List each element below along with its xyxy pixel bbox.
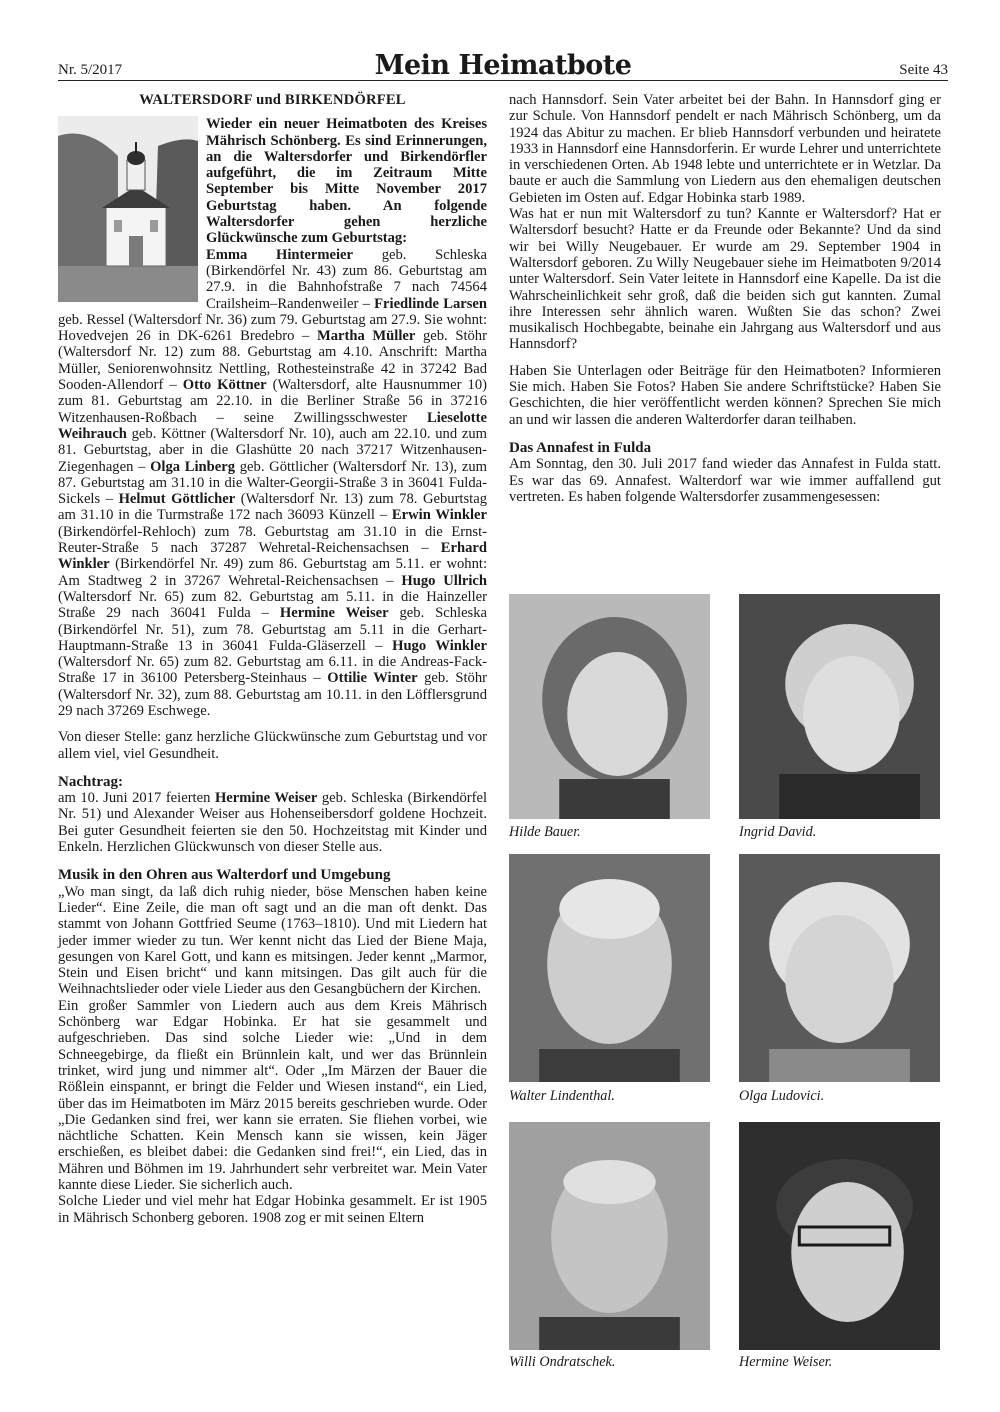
musik-paragraph-1: „Wo man singt, da laß dich ruhig nieder, böse Menschen haben keine Lieder“. Eine Zeile, die man oft sagt und an die man oft denkt. Das stammt von Johann Gottfried Seume (1763–1810). Und mit Liedern hat jeder immer wieder zu tun. Wer kennt nicht das Lied der Biene Maja, gesungen von Karel Gott, und kann es mitsingen. Jeder kennt „Marmor, Stein und Eisen bricht“ und kann mitsingen. Das gilt auch für die Weihnachtslieder oder viele Lieder aus den Gesangbüchern der Kirchen.	[58, 883, 487, 998]
annafest-paragraph: Am Sonntag, den 30. Juli 2017 fand wieder das Annafest in Fulda statt. Es war das 69. Annafest. Walterdorf war wie immer auffallend gut vertreten. Es haben folgende Waltersdorfer zusammengesessen:	[509, 456, 941, 505]
portrait-photo	[739, 594, 940, 819]
neugebauer-paragraph: Was hat er nun mit Waltersdorf zu tun? Kannte er Waltersdorf? Hat er Waltersdorf besucht? Hatte er da Freunde oder Bekannte? Und da sind wir bei Willy Neugebauer. Er wurde am 29. September 1904 in Waltersdorf geboren. Zu Willy Neugebauer siehe im Heimatboten 9/2014 unter Waltersdorf. Sein Vater leitete in Hannsdorf eine Kapelle. Da ist die Wahrscheinlichkeit sehr groß, daß die beiden sich gut kannten. Zumal ihre Interessen sehr ähnlich waren. Wußten Sie das schon? Zwei musikalisch Hochbegabte, beinahe ein Jahrgang aus Waltersdorf und aus Hannsdorf?	[509, 206, 941, 353]
article-title: WALTERSDORF und BIRKENDÖRFEL	[139, 92, 406, 108]
bd-name: Martha Müller	[316, 328, 416, 345]
bd-name: Hugo Winkler	[392, 637, 487, 654]
photo-grid	[509, 594, 941, 1384]
hobinka-paragraph: nach Hannsdorf. Sein Vater arbeitet bei der Bahn. In Hannsdorf ging er zur Schule. Von Hannsdorf pendelt er nach Mährisch Schönberg, um da 1924 das Abitur zu machen. Er blieb Hannsdorf verbunden und heiratete 1933 in Hannsdorf eine Hannsdorferin. Er wurde Lehrer und unterrichtete in verschiedenen Orten. Ab 1948 lebte und unterrichtete er in Wetzlar. Da baute er auch die Sammlung von Liedern aus den ehemaligen deutschen Gebieten im Osten auf. Edgar Hobinka starb 1989.	[509, 92, 941, 206]
greeting-paragraph: Von dieser Stelle: ganz herzliche Glückwünsche zum Geburtstag und vor allem viel, viel Gesundheit.	[58, 729, 487, 762]
bd-name: Erhard Winkler	[58, 540, 487, 573]
church-photo	[58, 116, 198, 302]
photo-caption: Hermine Weiser.	[739, 1354, 833, 1370]
bd-name: Hermine Weiser	[279, 605, 389, 622]
right-column	[509, 92, 941, 505]
photo-caption: Hilde Bauer.	[509, 824, 581, 840]
portrait-image	[739, 594, 940, 819]
portrait-photo	[509, 854, 710, 1082]
masthead-logo: Mein Heimatbote	[374, 50, 632, 81]
intro-paragraph: Wieder ein neuer Heimatboten des Kreises Mährisch Schönberg. Es sind Erinnerungen, an die Waltersdorfer und Birkendörfler aufgeführt, die im Zeitraum Mitte September bis Mitte November 2017 Geburtstag haben. An folgende Waltersdorfer gehen herzliche Glückwünsche zum Geburtstag:	[206, 116, 487, 247]
bd-name: Hugo Ullrich	[401, 572, 487, 589]
portrait-photo	[739, 1122, 940, 1350]
portrait-image	[739, 854, 940, 1082]
bd-name: Helmut Göttlicher	[118, 491, 236, 508]
left-column	[58, 92, 487, 1226]
photo-caption: Ingrid David.	[739, 824, 817, 840]
musik-paragraph-2: Ein großer Sammler von Liedern auch aus dem Kreis Mährisch Schönberg war Edgar Hobinka. Er hat sie gesammelt und aufgeschrieben. Das sind solche Lieder wie: „Und in dem Schneegebirge, da fließt ein Brünnlein kalt, und wer das Brünnlein trinket, wird jung und nimmer alt“. Oder „Im Märzen der Bauer die Rößlein einspannt, er bringt die Felder und Wiesen instand“, ein Lied, über das im Heimatboten im März 2015 bereits geschrieben wurde. Oder „Die Gedanken sind frei, wer kann sie erraten. Sie fliehen vorbei, wie nächtliche Schatten. Kein Mensch kann sie wissen, kein Jäger erschießen, es bleibet dabei: die Gedanken sind frei!“, ein Lied, das in Mähren und Böhmen im 19. Jahrhundert sehr verbreitet war. Mein Vater kannte diese Lieder. Sie sicherlich auch.	[58, 997, 487, 1193]
portrait-photo	[509, 594, 710, 819]
annafest-heading: Das Annafest in Fulda	[509, 439, 652, 456]
photo-caption: Willi Ondratschek.	[509, 1354, 616, 1370]
church-image	[58, 116, 198, 302]
musik-paragraph-3: Solche Lieder und viel mehr hat Edgar Hobinka gesammelt. Er ist 1905 in Mährisch Schonberg geboren. 1908 zog er mit seinen Eltern	[58, 1193, 487, 1226]
nachtrag-paragraph: am 10. Juni 2017 feierten Hermine Weiser geb. Schleska (Birkendörfel Nr. 51) und Alexander Weiser aus Hohenseibersdorf goldene Hochzeit. Bei guter Gesundheit feierten sie den 50. Hochzeitstag mit Kinder und Enkeln. Herzlichen Glückwunsch von dieser Stelle aus.	[58, 790, 488, 856]
bd-name: Erwin Winkler	[391, 507, 487, 524]
musik-heading: Musik in den Ohren aus Walterdorf und Umgebung	[58, 867, 391, 884]
portrait-image	[509, 594, 710, 819]
nachtrag-heading: Nachtrag:	[58, 773, 123, 790]
bd-name: Hermine Weiser	[214, 790, 318, 807]
portrait-image	[739, 1122, 940, 1350]
portrait-image	[509, 1122, 710, 1350]
portrait-photo	[739, 854, 940, 1082]
bd-name: Lieselotte Weihrauch	[58, 409, 487, 442]
birthday-list: Emma Hintermeier geb. Schleska (Birkendörfel Nr. 43) zum 86. Geburtstag am 27.9. in die Bahnhofstraße 7 nach 74564 Crailsheim–Randenweiler – Friedlinde Larsen geb. Ressel (Waltersdorf Nr. 36) zum 79. Geburtstag am 27.9. Sie wohnt: Hovedvejen 26 in DK-6261 Bredebro – Martha Müller geb. Stöhr (Waltersdorf Nr. 12) zum 88. Geburtstag am 4.10. Anschrift: Martha Müller, Seniorenwohnsitz Nettling, Rothesteinstraße 42 in 37242 Bad Sooden-Allendorf – Otto Köttner (Waltersdorf, alte Hausnummer 10) zum 81. Geburtstag am 22.10. in die Berliner Straße 56 in 37216 Witzenhausen-Roßbach – seine Zwillingsschwester Lieselotte Weihrauch geb. Köttner (Waltersdorf Nr. 10), auch am 22.10. und zum 81. Geburtstag, aber in die Glashütte 20 nach 37217 Witzenhausen-Ziegenhagen – Olga Linberg geb. Göttlicher (Waltersdorf Nr. 13), zum 87. Geburtstag am 31.10 in die Walter-Georgii-Straße 3 in 36041 Fulda-Sickels – Helmut Göttlicher (Waltersdorf Nr. 13) zum 78. Geburtstag am 31.10 in die Turmstraße 172 nach 36093 Künzell – Erwin Winkler (Birkendörfel-Rehloch) zum 78. Geburtstag am 31.10 in die Ernst-Reuter-Straße 5 nach 37287 Wehretal-Reichensachsen – Erhard Winkler (Birkendörfel Nr. 49) zum 86. Geburtstag am 5.11. er wohnt: Am Stadtweg 2 in 37267 Wehretal-Reichensachsen – Hugo Ullrich (Waltersdorf Nr. 65) zum 82. Geburtstag am 5.11. in die Hainzeller Straße 29 nach 36041 Fulda – Hermine Weiser geb. Schleska (Birkendörfel Nr. 51), zum 78. Geburtstag am 5.11 in die Gerhart-Hauptmann-Straße 13 in 36041 Fulda-Gläserzell – Hugo Winkler (Waltersdorf Nr. 65) zum 82. Geburtstag am 6.11. in die Andreas-Fack-Straße 17 in 36100 Petersberg-Steinhaus – Ottilie Winter geb. Stöhr (Waltersdorf Nr. 32), zum 88. Geburtstag am 10.11. in den Löfflersgrund 29 nach 37269 Eschwege.	[58, 246, 487, 719]
portrait-photo	[509, 1122, 710, 1350]
bd-name: Friedlinde Larsen	[374, 295, 487, 312]
call-for-contributions: Haben Sie Unterlagen oder Beiträge für den Heimatboten? Informieren Sie mich. Haben Sie Fotos? Haben Sie andere Schriftstücke? Haben Sie Geschichten, die hier veröffentlicht werden können? Sprechen Sie mich an und wir lassen die anderen Walterdorfer daran teilhaben.	[509, 362, 941, 428]
photo-caption: Walter Lindenthal.	[509, 1088, 615, 1104]
header-rule	[58, 80, 948, 81]
bd-name: Otto Köttner	[182, 377, 267, 394]
page-number: Seite 43	[899, 62, 948, 78]
bd-name: Olga Linberg	[150, 458, 236, 475]
bd-name: Emma Hintermeier	[206, 246, 354, 263]
bd-name: Ottilie Winter	[327, 670, 418, 687]
page-header	[58, 50, 948, 84]
portrait-image	[509, 854, 710, 1082]
issue-number: Nr. 5/2017	[58, 62, 123, 78]
photo-caption: Olga Ludovici.	[739, 1088, 825, 1104]
